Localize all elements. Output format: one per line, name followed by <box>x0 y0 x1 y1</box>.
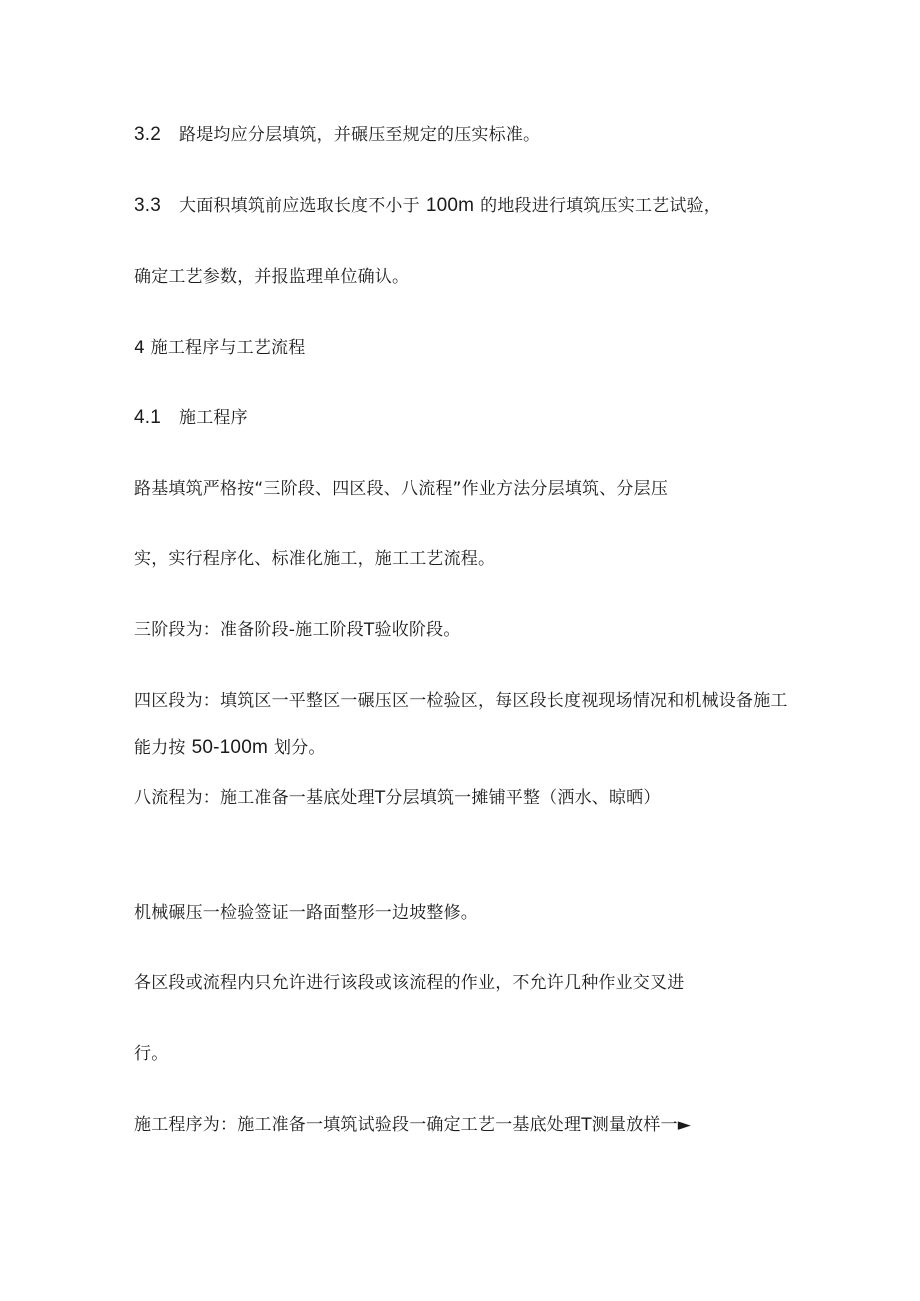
paragraph-6-line-1 <box>134 971 684 995</box>
paragraph-text: 八流程为：施工准备一基底处理T分层填筑一摊铺平整（洒水、晾晒） <box>134 788 661 808</box>
heading-text: 4 施工程序与工艺流程 <box>134 338 306 358</box>
paragraph-4 <box>134 786 661 810</box>
paragraph-text: 机械碾压一检验签证一路面整形一边坡整修。 <box>134 903 478 923</box>
section-4-1 <box>134 406 248 430</box>
heading-4 <box>134 336 305 360</box>
length-value: 100m <box>425 195 475 216</box>
paragraph-text: 能力按 <box>134 738 186 758</box>
section-3-2 <box>134 123 540 147</box>
paragraph-3-line-2 <box>134 736 326 760</box>
paragraph-text: 各区段或流程内只允许进行该段或该流程的作业，不允许几种作业交叉进 <box>134 973 685 993</box>
section-text: 路堤均应分层填筑，并碾压至规定的压实标准。 <box>179 125 541 145</box>
paragraph-text: 实，实行程序化、标准化施工，施工工艺流程。 <box>134 549 496 569</box>
section-number: 3.3 <box>134 195 162 216</box>
section-number: 3.2 <box>134 124 162 145</box>
section-number: 4.1 <box>134 407 162 428</box>
section-text: 施工程序 <box>179 408 248 428</box>
section-3-3-continued <box>134 265 409 289</box>
paragraph-6-line-2 <box>134 1042 168 1066</box>
paragraph-text: 行。 <box>134 1044 169 1064</box>
paragraph-text: 划分。 <box>274 738 326 758</box>
paragraph-1-line-1 <box>134 477 668 501</box>
paragraph-text: 三阶段为：准备阶段-施工阶段T验收阶段。 <box>134 620 461 640</box>
section-text: 的地段进行填筑压实工艺试验， <box>480 196 721 216</box>
paragraph-5 <box>134 901 478 925</box>
paragraph-3-line-1 <box>134 689 788 713</box>
paragraph-2 <box>134 618 461 642</box>
section-text: 大面积填筑前应选取长度不小于 <box>179 196 420 216</box>
section-3-3 <box>134 194 721 218</box>
paragraph-text: 路基填筑严格按“三阶段、四区段、八流程”作业方法分层填筑、分层压 <box>134 479 669 499</box>
paragraph-text: 施工程序为：施工准备一填筑试验段一确定工艺一基底处理T测量放样一► <box>134 1115 692 1135</box>
paragraph-text: 确定工艺参数，并报监理单位确认。 <box>134 267 410 287</box>
paragraph-text: 四区段为：填筑区一平整区一碾压区一检验区，每区段长度视现场情况和机械设备施工 <box>134 691 788 711</box>
paragraph-7 <box>134 1113 691 1137</box>
range-value: 50-100m <box>191 737 268 758</box>
paragraph-1-line-2 <box>134 547 495 571</box>
